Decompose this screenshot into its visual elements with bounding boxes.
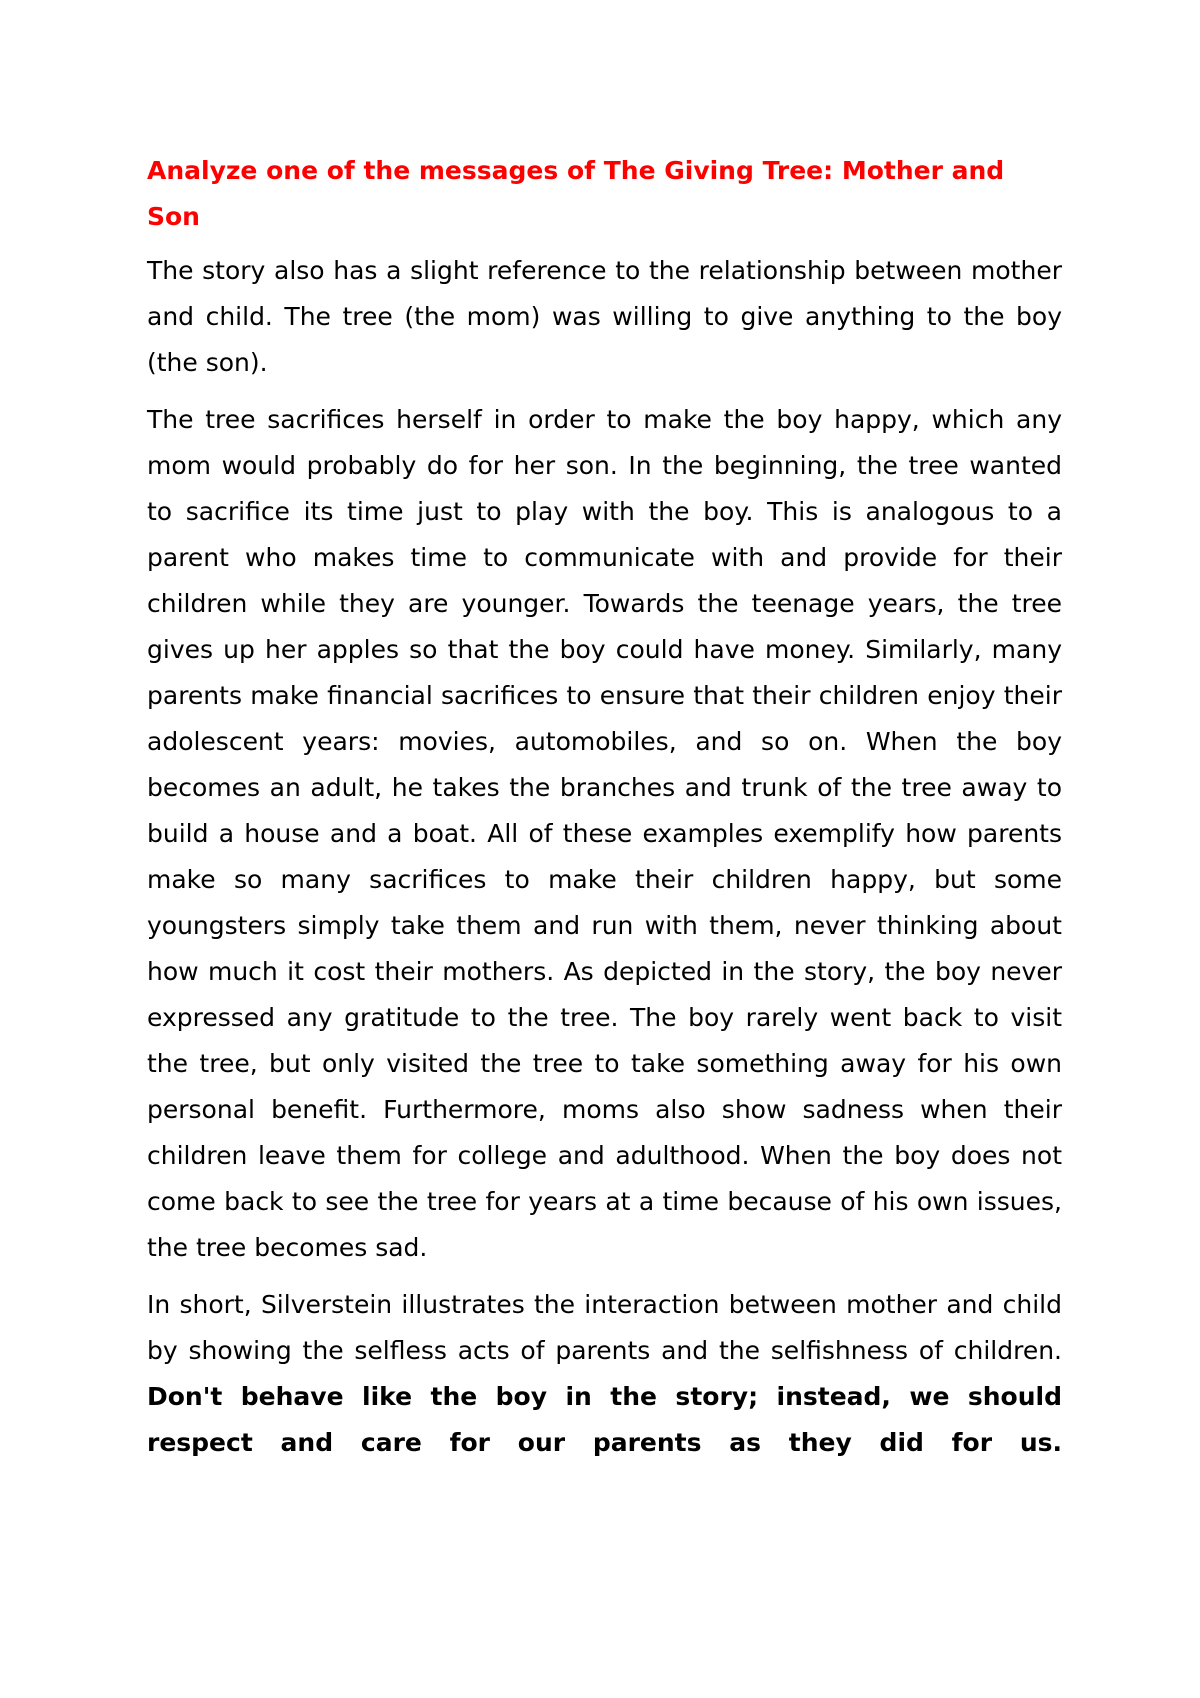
paragraph-intro: The story also has a slight reference to the relationship between mother and child. The tree (the mom) was willing to give anything to the boy (the son). xyxy=(147,256,1062,377)
document-heading: Analyze one of the messages of The Giving Tree: Mother and Son xyxy=(147,156,1005,231)
paragraph-conclusion xyxy=(147,1282,1062,1466)
paragraph-analysis: The tree sacrifices herself in order to make the boy happy, which any mom would probably do for her son. In the beginning, the tree wanted to sacrifice its time just to play with the boy. This is analogous to a parent who makes time to communicate with and provide for their children while they are younger. Towards the teenage years, the tree gives up her apples so that the boy could have money. Similarly, many parents make financial sacrifices to ensure that their children enjoy their adolescent years: movies, automobiles, and so on. When the boy becomes an adult, he takes the branches and trunk of the tree away to build a house and a boat. All of these examples exemplify how parents make so many sacrifices to make their children happy, but some youngsters simply take them and run with them, never thinking about how much it cost their mothers. As depicted in the story, the boy never expressed any gratitude to the tree. The boy rarely went back to visit the tree, but only visited the tree to take something away for his own personal benefit. Furthermore, moms also show sadness when their children leave them for college and adulthood. When the boy does not come back to see the tree for years at a time because of his own issues, the tree becomes sad. xyxy=(147,405,1062,1262)
conclusion-emphasis: Don't behave like the boy in the story; instead, we should respect and care for our parents as they did for us. xyxy=(147,1382,1062,1457)
conclusion-text: In short, Silverstein illustrates the interaction between mother and child by showing the selfless acts of parents and the selfishness of children. xyxy=(147,1290,1062,1365)
document-body xyxy=(147,148,1062,1477)
